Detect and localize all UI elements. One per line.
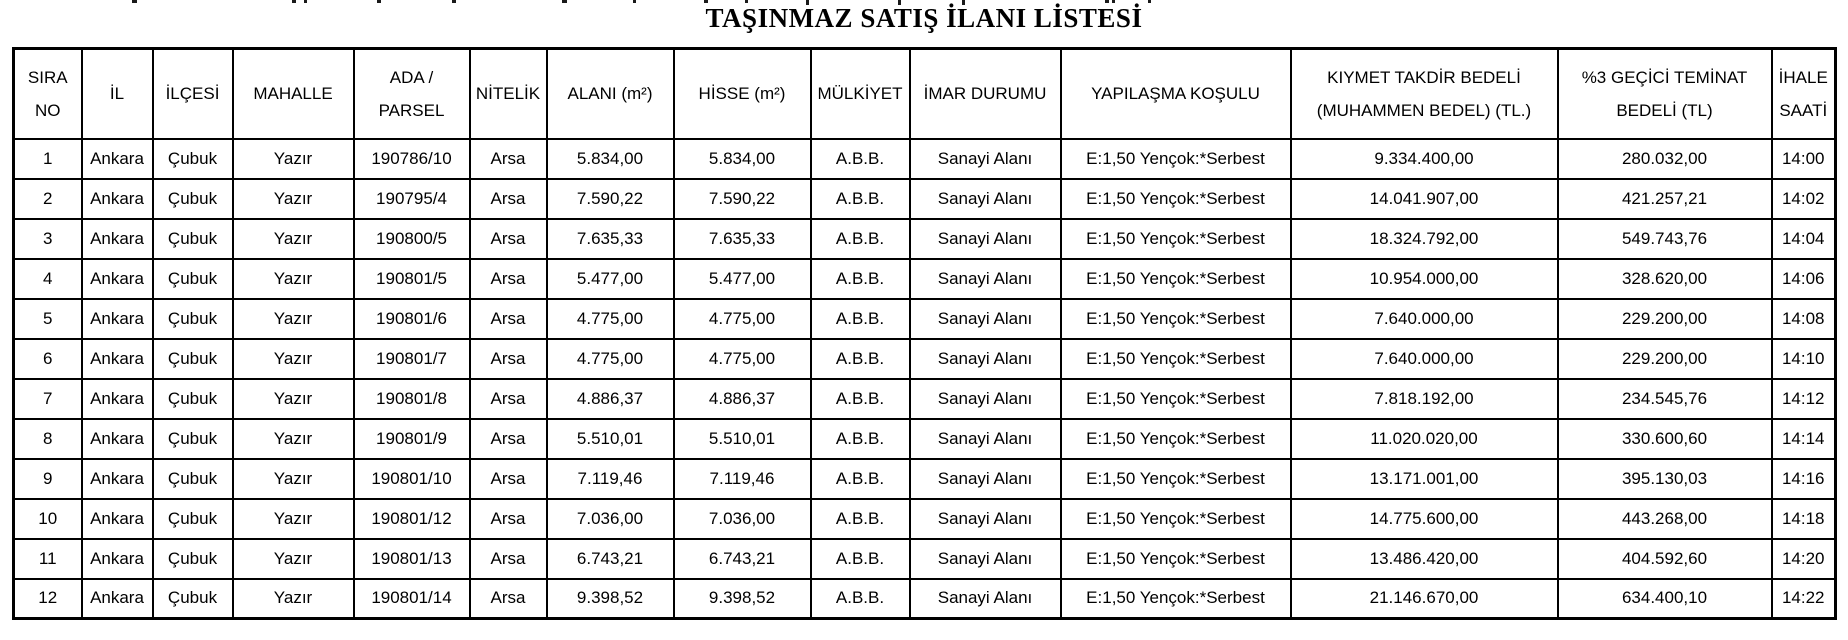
table-cell-yapilasma_kosulu: E:1,50 Yençok:*Serbest xyxy=(1061,499,1291,539)
table-cell-yapilasma_kosulu: E:1,50 Yençok:*Serbest xyxy=(1061,379,1291,419)
table-cell-alani: 7.036,00 xyxy=(547,499,674,539)
column-header-sira_no xyxy=(14,49,82,139)
table-cell-kiymet_takdir: 18.324.792,00 xyxy=(1291,219,1558,259)
table-cell-il: Ankara xyxy=(82,339,153,379)
table-cell-imar_durumu: Sanayi Alanı xyxy=(910,139,1061,179)
table-cell-imar_durumu: Sanayi Alanı xyxy=(910,499,1061,539)
table-cell-mulkiyet: A.B.B. xyxy=(811,139,910,179)
table-cell-ilcesi: Çubuk xyxy=(153,579,233,619)
table-cell-imar_durumu: Sanayi Alanı xyxy=(910,219,1061,259)
table-cell-alani: 4.775,00 xyxy=(547,299,674,339)
table-cell-teminat: 549.743,76 xyxy=(1558,219,1772,259)
table-cell-kiymet_takdir: 7.640.000,00 xyxy=(1291,339,1558,379)
column-header-line: HİSSE (m²) xyxy=(698,84,786,104)
table-cell-il: Ankara xyxy=(82,459,153,499)
column-header-line: (MUHAMMEN BEDEL) (TL.) xyxy=(1316,100,1532,120)
table-cell-ada_parsel: 190801/6 xyxy=(354,299,470,339)
table-cell-alani: 6.743,21 xyxy=(547,539,674,579)
table-cell-mahalle: Yazır xyxy=(233,419,354,459)
table-cell-mahalle: Yazır xyxy=(233,499,354,539)
table-cell-mulkiyet: A.B.B. xyxy=(811,459,910,499)
table-cell-nitelik: Arsa xyxy=(470,419,547,459)
table-cell-hisse: 4.775,00 xyxy=(674,299,811,339)
table-cell-hisse: 7.635,33 xyxy=(674,219,811,259)
table-cell-ihale_saati: 14:02 xyxy=(1772,179,1836,219)
table-cell-imar_durumu: Sanayi Alanı xyxy=(910,579,1061,619)
table-cell-ihale_saati: 14:12 xyxy=(1772,379,1836,419)
table-cell-nitelik: Arsa xyxy=(470,579,547,619)
table-cell-mulkiyet: A.B.B. xyxy=(811,259,910,299)
table-cell-alani: 7.119,46 xyxy=(547,459,674,499)
table-cell-imar_durumu: Sanayi Alanı xyxy=(910,339,1061,379)
table-cell-sira_no: 2 xyxy=(14,179,82,219)
table-cell-ilcesi: Çubuk xyxy=(153,459,233,499)
table-cell-teminat: 443.268,00 xyxy=(1558,499,1772,539)
table-cell-ilcesi: Çubuk xyxy=(153,139,233,179)
table-cell-kiymet_takdir: 7.640.000,00 xyxy=(1291,299,1558,339)
column-header-mahalle xyxy=(233,49,354,139)
table-cell-teminat: 330.600,60 xyxy=(1558,419,1772,459)
column-header-line: İMAR DURUMU xyxy=(923,84,1047,104)
table-cell-kiymet_takdir: 14.775.600,00 xyxy=(1291,499,1558,539)
table-cell-ilcesi: Çubuk xyxy=(153,499,233,539)
table-row xyxy=(14,579,1836,619)
table-cell-nitelik: Arsa xyxy=(470,339,547,379)
table-cell-alani: 4.886,37 xyxy=(547,379,674,419)
column-header-line: NİTELİK xyxy=(475,84,541,104)
table-cell-hisse: 5.477,00 xyxy=(674,259,811,299)
column-header-line: İL xyxy=(109,84,125,104)
table-cell-ilcesi: Çubuk xyxy=(153,299,233,339)
table-cell-nitelik: Arsa xyxy=(470,139,547,179)
table-cell-nitelik: Arsa xyxy=(470,379,547,419)
table-cell-hisse: 4.886,37 xyxy=(674,379,811,419)
table-cell-sira_no: 8 xyxy=(14,419,82,459)
table-cell-mulkiyet: A.B.B. xyxy=(811,339,910,379)
table-row xyxy=(14,539,1836,579)
column-header-line: %3 GEÇİCİ TEMİNAT xyxy=(1581,67,1748,87)
table-body xyxy=(14,139,1836,619)
table-row xyxy=(14,379,1836,419)
table-cell-teminat: 229.200,00 xyxy=(1558,339,1772,379)
table-cell-yapilasma_kosulu: E:1,50 Yençok:*Serbest xyxy=(1061,139,1291,179)
column-header-hisse xyxy=(674,49,811,139)
table-cell-mahalle: Yazır xyxy=(233,459,354,499)
table-cell-il: Ankara xyxy=(82,579,153,619)
table-cell-kiymet_takdir: 13.171.001,00 xyxy=(1291,459,1558,499)
table-cell-kiymet_takdir: 9.334.400,00 xyxy=(1291,139,1558,179)
table-cell-sira_no: 10 xyxy=(14,499,82,539)
column-header-mulkiyet xyxy=(811,49,910,139)
table-cell-ada_parsel: 190801/10 xyxy=(354,459,470,499)
column-header-line: KIYMET TAKDİR BEDELİ xyxy=(1327,67,1521,87)
table-row xyxy=(14,419,1836,459)
table-cell-il: Ankara xyxy=(82,379,153,419)
table-cell-hisse: 7.590,22 xyxy=(674,179,811,219)
table-cell-sira_no: 1 xyxy=(14,139,82,179)
table-cell-nitelik: Arsa xyxy=(470,299,547,339)
table-cell-ada_parsel: 190800/5 xyxy=(354,219,470,259)
table-cell-teminat: 404.592,60 xyxy=(1558,539,1772,579)
table-cell-imar_durumu: Sanayi Alanı xyxy=(910,459,1061,499)
table-cell-ada_parsel: 190801/13 xyxy=(354,539,470,579)
table-cell-hisse: 7.036,00 xyxy=(674,499,811,539)
table-cell-il: Ankara xyxy=(82,419,153,459)
table-row xyxy=(14,219,1836,259)
table-cell-mahalle: Yazır xyxy=(233,139,354,179)
table-cell-teminat: 234.545,76 xyxy=(1558,379,1772,419)
table-cell-il: Ankara xyxy=(82,179,153,219)
table-cell-teminat: 421.257,21 xyxy=(1558,179,1772,219)
table-cell-il: Ankara xyxy=(82,219,153,259)
table-cell-mulkiyet: A.B.B. xyxy=(811,539,910,579)
table-cell-mahalle: Yazır xyxy=(233,179,354,219)
table-cell-sira_no: 12 xyxy=(14,579,82,619)
table-cell-mahalle: Yazır xyxy=(233,219,354,259)
table-cell-mahalle: Yazır xyxy=(233,299,354,339)
table-cell-alani: 5.834,00 xyxy=(547,139,674,179)
table-cell-sira_no: 6 xyxy=(14,339,82,379)
column-header-line: YAPILAŞMA KOŞULU xyxy=(1091,84,1260,104)
table-cell-sira_no: 3 xyxy=(14,219,82,259)
table-cell-ihale_saati: 14:20 xyxy=(1772,539,1836,579)
table-cell-teminat: 395.130,03 xyxy=(1558,459,1772,499)
table-cell-mulkiyet: A.B.B. xyxy=(811,499,910,539)
table-cell-yapilasma_kosulu: E:1,50 Yençok:*Serbest xyxy=(1061,219,1291,259)
table-cell-kiymet_takdir: 13.486.420,00 xyxy=(1291,539,1558,579)
table-cell-hisse: 5.834,00 xyxy=(674,139,811,179)
table-cell-ada_parsel: 190801/12 xyxy=(354,499,470,539)
table-cell-il: Ankara xyxy=(82,539,153,579)
table-cell-mahalle: Yazır xyxy=(233,339,354,379)
table-cell-mahalle: Yazır xyxy=(233,579,354,619)
table-cell-imar_durumu: Sanayi Alanı xyxy=(910,259,1061,299)
table-cell-hisse: 9.398,52 xyxy=(674,579,811,619)
table-cell-il: Ankara xyxy=(82,139,153,179)
table-cell-ilcesi: Çubuk xyxy=(153,339,233,379)
table-row xyxy=(14,459,1836,499)
table-row xyxy=(14,139,1836,179)
table-cell-sira_no: 5 xyxy=(14,299,82,339)
table-cell-ihale_saati: 14:04 xyxy=(1772,219,1836,259)
column-header-ihale_saati xyxy=(1772,49,1836,139)
column-header-teminat xyxy=(1558,49,1772,139)
column-header-yapilasma_kosulu xyxy=(1061,49,1291,139)
table-cell-yapilasma_kosulu: E:1,50 Yençok:*Serbest xyxy=(1061,299,1291,339)
column-header-ada_parsel xyxy=(354,49,470,139)
table-cell-ada_parsel: 190801/14 xyxy=(354,579,470,619)
table-cell-yapilasma_kosulu: E:1,50 Yençok:*Serbest xyxy=(1061,579,1291,619)
table-cell-ihale_saati: 14:08 xyxy=(1772,299,1836,339)
table-cell-nitelik: Arsa xyxy=(470,499,547,539)
table-cell-ihale_saati: 14:22 xyxy=(1772,579,1836,619)
column-header-alani xyxy=(547,49,674,139)
table-cell-mahalle: Yazır xyxy=(233,379,354,419)
table-row xyxy=(14,499,1836,539)
column-header-line: İHALE xyxy=(1778,67,1828,87)
table-cell-mulkiyet: A.B.B. xyxy=(811,379,910,419)
table-cell-imar_durumu: Sanayi Alanı xyxy=(910,379,1061,419)
table-cell-imar_durumu: Sanayi Alanı xyxy=(910,419,1061,459)
column-header-line: SIRA xyxy=(27,67,68,87)
table-cell-mulkiyet: A.B.B. xyxy=(811,179,910,219)
table-cell-hisse: 4.775,00 xyxy=(674,339,811,379)
column-header-line: ADA / xyxy=(389,67,434,87)
table-cell-ada_parsel: 190801/5 xyxy=(354,259,470,299)
table-cell-il: Ankara xyxy=(82,299,153,339)
listing-table xyxy=(12,47,1837,620)
table-cell-mulkiyet: A.B.B. xyxy=(811,219,910,259)
column-header-imar_durumu xyxy=(910,49,1061,139)
table-cell-nitelik: Arsa xyxy=(470,259,547,299)
column-header-kiymet_takdir xyxy=(1291,49,1558,139)
table-cell-mulkiyet: A.B.B. xyxy=(811,579,910,619)
table-cell-ada_parsel: 190801/9 xyxy=(354,419,470,459)
table-cell-ada_parsel: 190786/10 xyxy=(354,139,470,179)
table-row xyxy=(14,179,1836,219)
table-cell-ilcesi: Çubuk xyxy=(153,219,233,259)
table-cell-mulkiyet: A.B.B. xyxy=(811,419,910,459)
table-cell-sira_no: 4 xyxy=(14,259,82,299)
table-cell-ilcesi: Çubuk xyxy=(153,379,233,419)
table-row xyxy=(14,259,1836,299)
table-cell-ilcesi: Çubuk xyxy=(153,539,233,579)
table-cell-ilcesi: Çubuk xyxy=(153,179,233,219)
table-header xyxy=(14,49,1836,139)
table-cell-ihale_saati: 14:06 xyxy=(1772,259,1836,299)
table-cell-mahalle: Yazır xyxy=(233,259,354,299)
header-row xyxy=(14,49,1836,139)
table-cell-teminat: 229.200,00 xyxy=(1558,299,1772,339)
column-header-line: PARSEL xyxy=(378,100,445,120)
table-cell-kiymet_takdir: 21.146.670,00 xyxy=(1291,579,1558,619)
column-header-line: BEDELİ (TL) xyxy=(1616,100,1713,120)
table-cell-ada_parsel: 190801/7 xyxy=(354,339,470,379)
table-cell-il: Ankara xyxy=(82,259,153,299)
table-cell-ada_parsel: 190795/4 xyxy=(354,179,470,219)
table-cell-mulkiyet: A.B.B. xyxy=(811,299,910,339)
table-cell-ilcesi: Çubuk xyxy=(153,259,233,299)
table-cell-teminat: 328.620,00 xyxy=(1558,259,1772,299)
table-cell-yapilasma_kosulu: E:1,50 Yençok:*Serbest xyxy=(1061,339,1291,379)
table-cell-hisse: 7.119,46 xyxy=(674,459,811,499)
table-cell-imar_durumu: Sanayi Alanı xyxy=(910,539,1061,579)
table-cell-hisse: 5.510,01 xyxy=(674,419,811,459)
table-cell-mahalle: Yazır xyxy=(233,539,354,579)
column-header-nitelik xyxy=(470,49,547,139)
column-header-line: İLÇESİ xyxy=(165,84,220,104)
table-cell-yapilasma_kosulu: E:1,50 Yençok:*Serbest xyxy=(1061,539,1291,579)
table-cell-ihale_saati: 14:10 xyxy=(1772,339,1836,379)
table-row xyxy=(14,339,1836,379)
table-cell-ihale_saati: 14:16 xyxy=(1772,459,1836,499)
table-cell-il: Ankara xyxy=(82,499,153,539)
table-cell-ihale_saati: 14:14 xyxy=(1772,419,1836,459)
table-cell-nitelik: Arsa xyxy=(470,219,547,259)
table-cell-nitelik: Arsa xyxy=(470,539,547,579)
table-cell-alani: 5.477,00 xyxy=(547,259,674,299)
table-cell-alani: 9.398,52 xyxy=(547,579,674,619)
page-title: TAŞINMAZ SATIŞ İLANI LİSTESİ xyxy=(705,3,1143,33)
table-cell-kiymet_takdir: 11.020.020,00 xyxy=(1291,419,1558,459)
table-cell-ada_parsel: 190801/8 xyxy=(354,379,470,419)
table-cell-kiymet_takdir: 10.954.000,00 xyxy=(1291,259,1558,299)
column-header-line: MAHALLE xyxy=(253,84,333,104)
table-cell-ihale_saati: 14:00 xyxy=(1772,139,1836,179)
table-cell-kiymet_takdir: 7.818.192,00 xyxy=(1291,379,1558,419)
table-cell-sira_no: 7 xyxy=(14,379,82,419)
table-cell-ihale_saati: 14:18 xyxy=(1772,499,1836,539)
column-header-ilcesi xyxy=(153,49,233,139)
table-cell-imar_durumu: Sanayi Alanı xyxy=(910,299,1061,339)
column-header-line: SAATİ xyxy=(1779,100,1828,120)
column-header-line: MÜLKİYET xyxy=(817,84,903,104)
table-cell-alani: 4.775,00 xyxy=(547,339,674,379)
table-cell-yapilasma_kosulu: E:1,50 Yençok:*Serbest xyxy=(1061,459,1291,499)
table-cell-teminat: 634.400,10 xyxy=(1558,579,1772,619)
column-header-line: NO xyxy=(35,100,61,120)
table-cell-yapilasma_kosulu: E:1,50 Yençok:*Serbest xyxy=(1061,259,1291,299)
table-cell-yapilasma_kosulu: E:1,50 Yençok:*Serbest xyxy=(1061,419,1291,459)
table-cell-ilcesi: Çubuk xyxy=(153,419,233,459)
table-cell-hisse: 6.743,21 xyxy=(674,539,811,579)
table-cell-kiymet_takdir: 14.041.907,00 xyxy=(1291,179,1558,219)
table-cell-teminat: 280.032,00 xyxy=(1558,139,1772,179)
table-cell-sira_no: 11 xyxy=(14,539,82,579)
table-cell-nitelik: Arsa xyxy=(470,459,547,499)
table-cell-alani: 5.510,01 xyxy=(547,419,674,459)
table-cell-imar_durumu: Sanayi Alanı xyxy=(910,179,1061,219)
table-row xyxy=(14,299,1836,339)
column-header-il xyxy=(82,49,153,139)
table-cell-alani: 7.635,33 xyxy=(547,219,674,259)
table-cell-sira_no: 9 xyxy=(14,459,82,499)
table-cell-yapilasma_kosulu: E:1,50 Yençok:*Serbest xyxy=(1061,179,1291,219)
table-cell-alani: 7.590,22 xyxy=(547,179,674,219)
column-header-line: ALANI (m²) xyxy=(567,84,653,104)
table-cell-nitelik: Arsa xyxy=(470,179,547,219)
